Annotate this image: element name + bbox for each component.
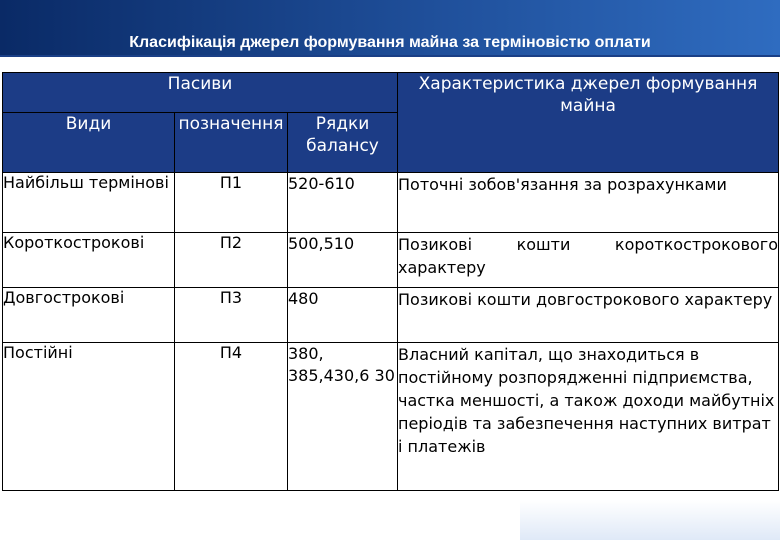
row-balance-lines: 480 xyxy=(288,288,398,343)
row-type: Короткострокові xyxy=(3,233,175,288)
classification-table xyxy=(2,72,779,491)
table-row xyxy=(3,343,779,491)
row-code: П4 xyxy=(175,343,288,491)
row-balance-lines: 520-610 xyxy=(288,173,398,233)
row-description: Власний капітал, що знаходиться в постійному розпорядженні підприємства, частка меншості, а також доходи майбутніх періодів та забезпечення наступних витрат і платежів xyxy=(398,343,779,491)
row-balance-lines: 500,510 xyxy=(288,233,398,288)
row-type: Довгострокові xyxy=(3,288,175,343)
row-code: П2 xyxy=(175,233,288,288)
decorative-swirl xyxy=(520,500,780,540)
slide-title: Класифікація джерел формування майна за терміновістю оплати xyxy=(129,34,651,51)
table-row xyxy=(3,288,779,343)
header-code: позначення xyxy=(175,113,288,173)
header-row-top xyxy=(3,73,779,113)
row-code: П3 xyxy=(175,288,288,343)
row-description: Поточні зобов'язання за розрахунками xyxy=(398,173,779,233)
table-row xyxy=(3,233,779,288)
header-types: Види xyxy=(3,113,175,173)
row-type: Постійні xyxy=(3,343,175,491)
row-description: Позикові кошти короткострокового характеру xyxy=(398,233,779,288)
title-divider xyxy=(0,55,780,57)
row-balance-lines: 380, 385,430,6 30 xyxy=(288,343,398,491)
row-type: Найбільш термінові xyxy=(3,173,175,233)
header-description: Характеристика джерел формування майна xyxy=(398,73,779,173)
header-group-liabilities: Пасиви xyxy=(3,73,398,113)
header-balance-rows: Рядки балансу xyxy=(288,113,398,173)
row-description: Позикові кошти довгострокового характеру xyxy=(398,288,779,343)
row-code: П1 xyxy=(175,173,288,233)
table-row xyxy=(3,173,779,233)
